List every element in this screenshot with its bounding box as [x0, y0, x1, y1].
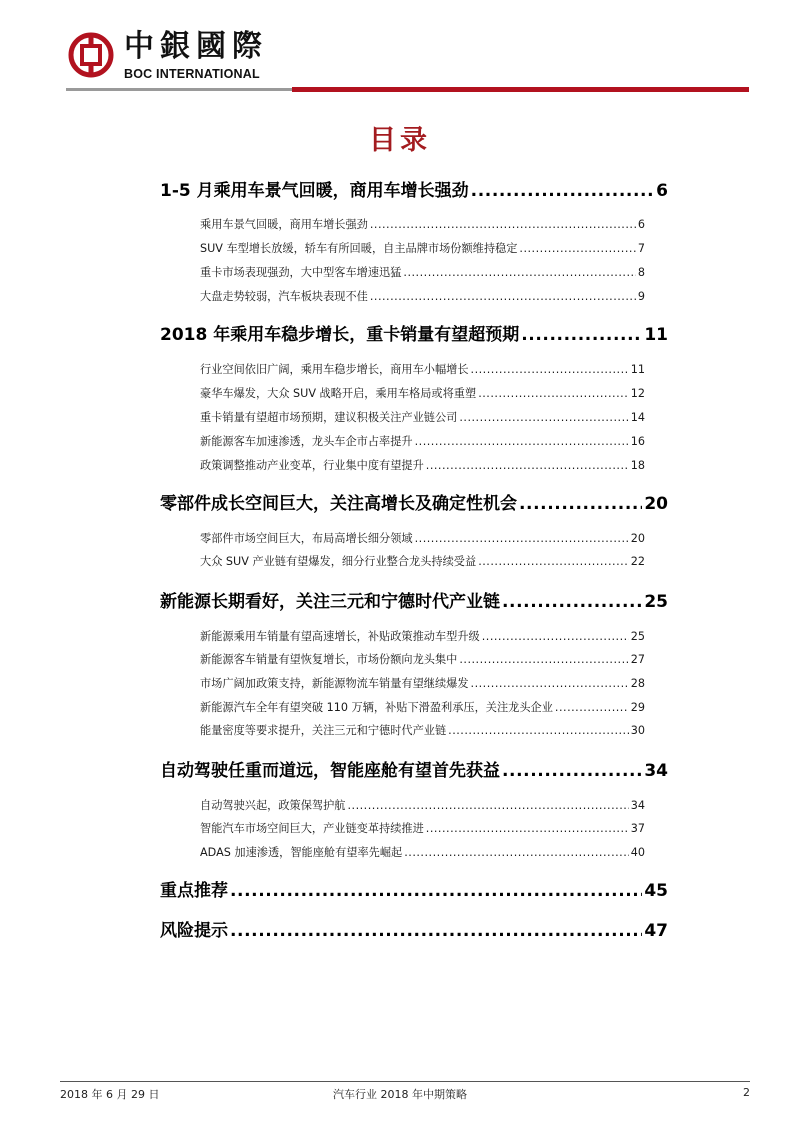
- toc-subsection-title: 重卡市场表现强劲，大中型客车增速迅猛: [200, 266, 402, 279]
- toc-leader-dots: [459, 411, 628, 424]
- toc-page-number: 40: [630, 846, 645, 859]
- toc-section-title: 风险提示: [160, 921, 228, 941]
- toc-subsection[interactable]: [200, 797, 645, 813]
- toc-page-number: 45: [644, 881, 668, 901]
- toc-section[interactable]: [160, 320, 668, 345]
- toc-leader-dots: [426, 459, 629, 472]
- toc-subsection-title: 零部件市场空间巨大，布局高增长细分领域: [200, 532, 413, 545]
- toc-leader-dots: [521, 325, 642, 345]
- toc-subsection-title: 能量密度等要求提升，关注三元和宁德时代产业链: [200, 724, 447, 737]
- toc-subsection[interactable]: [200, 385, 645, 401]
- brand-name-chinese: 中銀國際: [124, 29, 268, 64]
- toc-page-number: 8: [637, 266, 645, 279]
- boc-logo-icon: [68, 32, 114, 78]
- toc-leader-dots: [370, 290, 636, 303]
- toc-leader-dots: [482, 630, 629, 643]
- toc-leader-dots: [426, 822, 629, 835]
- toc-subsection[interactable]: [200, 651, 645, 667]
- toc-leader-dots: [471, 677, 629, 690]
- toc-leader-dots: [471, 363, 629, 376]
- toc-leader-dots: [403, 266, 635, 279]
- toc-subsection-title: 自动驾驶兴起，政策保驾护航: [200, 799, 346, 812]
- toc-page-number: 22: [630, 555, 645, 568]
- toc-subsection[interactable]: [200, 457, 645, 473]
- toc-leader-dots: [347, 799, 628, 812]
- toc-page-number: 27: [630, 653, 645, 666]
- toc-leader-dots: [519, 494, 642, 514]
- toc-page-number: 47: [644, 921, 668, 941]
- report-header: [0, 0, 800, 96]
- toc-subsection-title: ADAS 加速渗透，智能座舱有望率先崛起: [200, 846, 403, 859]
- toc-page-number: 16: [630, 435, 645, 448]
- toc-section-title: 自动驾驶任重而道远，智能座舱有望首先获益: [160, 761, 500, 781]
- toc-subsection[interactable]: [200, 699, 645, 715]
- toc-subsection-title: 豪华车爆发，大众 SUV 战略开启，乘用车格局或将重塑: [200, 387, 477, 400]
- toc-leader-dots: [370, 218, 636, 231]
- toc-subsection-title: 智能汽车市场空间巨大，产业链变革持续推进: [200, 822, 424, 835]
- toc-subsection[interactable]: [200, 553, 645, 569]
- toc-page-number: 25: [630, 630, 645, 643]
- toc-section[interactable]: [160, 876, 668, 901]
- toc-page-number: 12: [630, 387, 645, 400]
- toc-leader-dots: [502, 592, 642, 612]
- toc-subsection[interactable]: [200, 216, 645, 232]
- footer-date: 2018 年 6 月 29 日: [60, 1088, 160, 1101]
- toc-page-number: 9: [637, 290, 645, 303]
- toc-page-number: 34: [644, 761, 668, 781]
- toc-leader-dots: [478, 555, 629, 568]
- toc-page-number: 7: [637, 242, 645, 255]
- toc-section-title: 零部件成长空间巨大，关注高增长及确定性机会: [160, 494, 517, 514]
- toc-page-number: 20: [644, 494, 668, 514]
- toc-page-number: 6: [637, 218, 645, 231]
- toc-page-number: 11: [644, 325, 668, 345]
- toc-section[interactable]: [160, 587, 668, 612]
- toc-subsection-title: 新能源客车销量有望恢复增长，市场份额向龙头集中: [200, 653, 458, 666]
- toc-subsection-title: 重卡销量有望超市场预期，建议积极关注产业链公司: [200, 411, 458, 424]
- toc-leader-dots: [230, 921, 642, 941]
- toc-subsection[interactable]: [200, 264, 645, 280]
- toc-subsection[interactable]: [200, 288, 645, 304]
- header-rule-grey: [66, 88, 292, 91]
- toc-page-number: 14: [630, 411, 645, 424]
- toc-subsection-title: 乘用车景气回暖，商用车增长强劲: [200, 218, 368, 231]
- toc-section[interactable]: [160, 916, 668, 941]
- toc-page-number: 6: [656, 181, 668, 201]
- toc-subsection[interactable]: [200, 240, 645, 256]
- footer-rule: [60, 1081, 750, 1082]
- toc-subsection-title: 政策调整推动产业变革，行业集中度有望提升: [200, 459, 424, 472]
- brand-name-english: BOC INTERNATIONAL: [124, 67, 260, 81]
- toc-page-number: 11: [630, 363, 645, 376]
- toc-section[interactable]: [160, 756, 668, 781]
- toc-subsection-title: 市场广阔加政策支持，新能源物流车销量有望继续爆发: [200, 677, 469, 690]
- toc-leader-dots: [448, 724, 629, 737]
- toc-subsection[interactable]: [200, 628, 645, 644]
- toc-subsection[interactable]: [200, 530, 645, 546]
- toc-page-number: 28: [630, 677, 645, 690]
- toc-leader-dots: [478, 387, 629, 400]
- toc-leader-dots: [404, 846, 629, 859]
- toc-leader-dots: [555, 701, 629, 714]
- toc-subsection-title: 新能源汽车全年有望突破 110 万辆，补贴下滑盈利承压，关注龙头企业: [200, 701, 553, 714]
- toc-leader-dots: [230, 881, 642, 901]
- toc-subsection[interactable]: [200, 722, 645, 738]
- toc-leader-dots: [502, 761, 642, 781]
- toc-subsection-title: 大众 SUV 产业链有望爆发，细分行业整合龙头持续受益: [200, 555, 477, 568]
- header-rule-red: [292, 87, 749, 92]
- toc-subsection[interactable]: [200, 409, 645, 425]
- toc-page-number: 29: [630, 701, 645, 714]
- footer-report-title: 汽车行业 2018 年中期策略: [333, 1088, 467, 1101]
- toc-section[interactable]: [160, 176, 668, 201]
- toc-subsection[interactable]: [200, 820, 645, 836]
- toc-leader-dots: [415, 532, 629, 545]
- toc-subsection-title: 新能源乘用车销量有望高速增长，补贴政策推动车型升级: [200, 630, 480, 643]
- toc-leader-dots: [459, 653, 628, 666]
- toc-section-title: 新能源长期看好，关注三元和宁德时代产业链: [160, 592, 500, 612]
- toc-subsection[interactable]: [200, 361, 645, 377]
- toc-section[interactable]: [160, 489, 668, 514]
- toc-leader-dots: [519, 242, 635, 255]
- footer-page-number: 2: [743, 1086, 750, 1099]
- toc-page-number: 37: [630, 822, 645, 835]
- toc-subsection-title: 行业空间依旧广阔，乘用车稳步增长，商用车小幅增长: [200, 363, 469, 376]
- toc-subsection-title: SUV 车型增长放缓，轿车有所回暖，自主品牌市场份额维持稳定: [200, 242, 518, 255]
- toc-subsection[interactable]: [200, 433, 645, 449]
- toc-section-title: 重点推荐: [160, 881, 228, 901]
- toc-subsection-title: 新能源客车加速渗透，龙头车企市占率提升: [200, 435, 413, 448]
- toc-subsection-title: 大盘走势较弱，汽车板块表现不佳: [200, 290, 368, 303]
- toc-leader-dots: [415, 435, 629, 448]
- toc-page-number: 20: [630, 532, 645, 545]
- toc-section-title: 2018 年乘用车稳步增长，重卡销量有望超预期: [160, 325, 520, 345]
- toc-subsection[interactable]: [200, 675, 645, 691]
- toc-page-number: 34: [630, 799, 645, 812]
- toc-leader-dots: [471, 181, 655, 201]
- toc-subsection[interactable]: [200, 844, 645, 860]
- toc-page-number: 25: [644, 592, 668, 612]
- toc-page-number: 30: [630, 724, 645, 737]
- page-title: 目录: [369, 125, 431, 156]
- toc-section-title: 1-5 月乘用车景气回暖，商用车增长强劲: [160, 181, 469, 201]
- toc-page-number: 18: [630, 459, 645, 472]
